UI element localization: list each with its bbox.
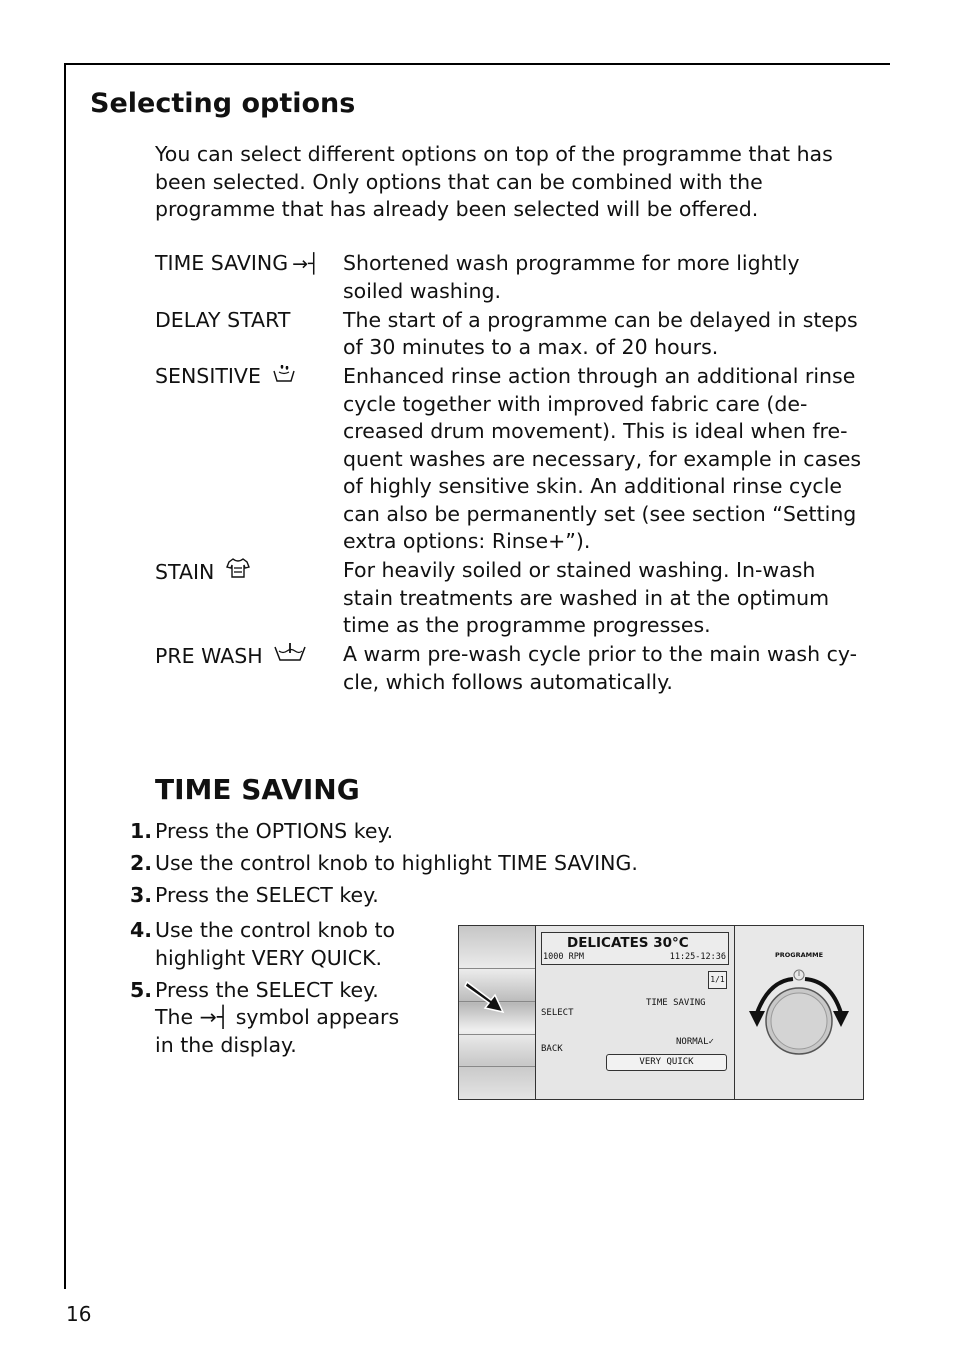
- steps-list: [130, 818, 640, 914]
- section-title: Selecting options: [90, 88, 356, 119]
- rotate-right-arrow-icon: [833, 1011, 849, 1027]
- step-item: [130, 818, 640, 846]
- option-time-saving: [155, 250, 865, 305]
- option-name: STAIN: [155, 560, 215, 584]
- stain-shirt-icon: [225, 557, 251, 579]
- option-description: Enhanced rinse action through an additional rinse cycle together with improved fabric care (de-creased drum movement). This is ideal when fre-quent washes are necessary, for example in cases of highly sensitive skin. An additional rinse cycle can also be permanently set (see section “Setting extra options: Rinse+”).: [343, 364, 862, 553]
- step-text: Press the SELECT key. The →┤ symbol appears in the display.: [155, 977, 400, 1057]
- step-text: Press the OPTIONS key.: [155, 819, 394, 843]
- step-text: Use the control knob to highlight TIME SAVING.: [155, 851, 638, 875]
- step-number: 3.: [130, 883, 153, 907]
- option-description: The start of a programme can be delayed in steps of 30 minutes to a max. of 20 hours.: [343, 307, 858, 359]
- lcd-header: [541, 932, 729, 965]
- option-name: TIME SAVING: [155, 251, 289, 275]
- option-normal: NORMAL✓: [676, 1037, 714, 1047]
- spin-speed: 1000 RPM: [543, 952, 584, 962]
- options-list: [155, 250, 865, 698]
- option-stain: [155, 557, 865, 640]
- lcd-screen: [536, 926, 735, 1099]
- appliance-display-illustration: [458, 925, 864, 1100]
- steps-list-continued: [130, 917, 415, 1064]
- time-saving-heading: TIME SAVING: [155, 773, 360, 806]
- frame-top-rule: [64, 63, 890, 65]
- programme-label: PROGRAMME: [774, 951, 824, 959]
- step-item: [130, 917, 415, 972]
- time-range: 11:25-12:36: [669, 952, 726, 962]
- control-knob-illustration: [735, 961, 863, 1081]
- time-saving-icon: →┤: [199, 1005, 230, 1029]
- page-number: 16: [66, 1302, 92, 1326]
- select-softkey-label: SELECT: [541, 1008, 574, 1018]
- page-indicator: 1/1: [708, 971, 727, 989]
- option-very-quick-highlighted: VERY QUICK: [606, 1054, 727, 1071]
- option-name: SENSITIVE: [155, 364, 261, 388]
- step-number: 1.: [130, 819, 153, 843]
- back-softkey-label: BACK: [541, 1044, 563, 1054]
- option-description: For heavily soiled or stained washing. In-wash stain treatments are washed in at the optimum time as the programme progresses.: [343, 558, 830, 637]
- programme-title: DELICATES 30°C: [567, 935, 689, 951]
- step-item: [130, 850, 640, 878]
- option-sensitive: [155, 363, 865, 556]
- sensitive-icon: [271, 363, 297, 383]
- intro-paragraph: You can select different options on top of the programme that has been selected. Only options that can be combined with the programme that has already been selected will be offered.: [155, 142, 833, 221]
- step-text: Press the SELECT key.: [155, 883, 379, 907]
- option-description: A warm pre-wash cycle prior to the main wash cy-cle, which follows automatically.: [343, 642, 858, 694]
- option-description: Shortened wash programme for more lightly soiled washing.: [343, 251, 800, 303]
- step-item: [130, 882, 640, 910]
- option-delay-start: [155, 307, 865, 362]
- step-text: Use the control knob to highlight VERY QUICK.: [155, 918, 396, 970]
- panel-buttons: [459, 926, 536, 1099]
- step-number: 2.: [130, 851, 153, 875]
- frame-left-rule: [64, 63, 66, 1289]
- knob-area: [735, 926, 863, 1099]
- option-pre-wash: [155, 641, 865, 696]
- arrow-pointer-icon: [461, 976, 509, 1016]
- check-icon: ✓: [708, 1037, 714, 1047]
- step-item: [130, 977, 415, 1060]
- rotate-left-arrow-icon: [749, 1011, 765, 1027]
- menu-title: TIME SAVING: [646, 998, 706, 1008]
- pre-wash-tub-icon: [273, 641, 307, 663]
- option-name: PRE WASH: [155, 644, 263, 668]
- time-saving-icon: →┤: [292, 253, 320, 275]
- step-number: 4.: [130, 918, 153, 942]
- step-number: 5.: [130, 977, 153, 1002]
- option-name: DELAY START: [155, 307, 291, 332]
